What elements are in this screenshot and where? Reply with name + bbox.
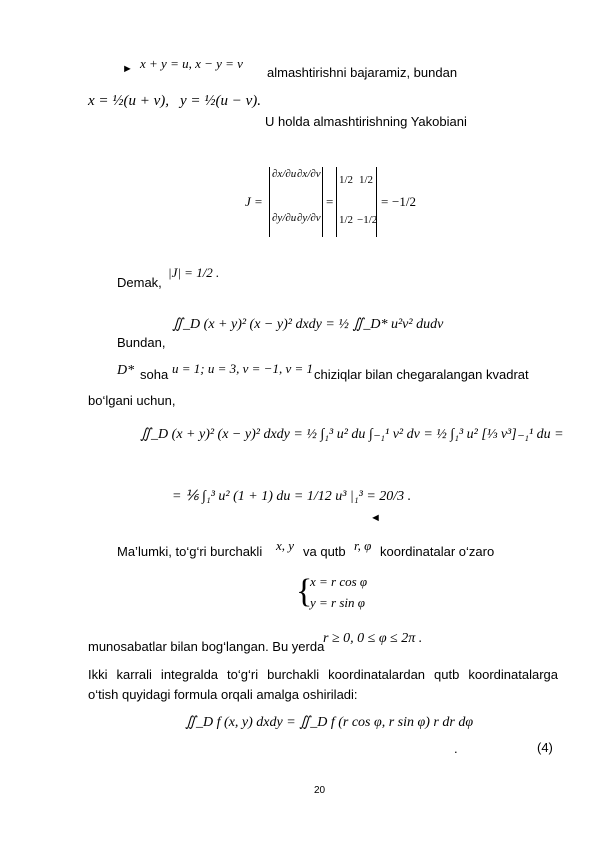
- bullet-marker: ►: [122, 63, 133, 75]
- polar-intro-text-1: Ma’lumki, to‘g‘ri burchakli: [117, 544, 263, 559]
- partial-x-v: ∂x/∂v: [297, 168, 321, 180]
- polar-intro-text-3: koordinatalar o‘zaro: [380, 544, 495, 559]
- partial-y-v: ∂y/∂v: [297, 212, 321, 224]
- jacobian-intro-text: U holda almashtirishning Yakobiani: [265, 114, 467, 129]
- domain-symbol: D*: [117, 363, 135, 378]
- paragraph-line-2: o‘tish quyidagi formula orqali amalga oshiriladi:: [88, 687, 358, 702]
- polar-system: { x = r cos φ y = r sin φ: [296, 573, 368, 610]
- jacobian-result: −1/2: [392, 194, 416, 209]
- cartesian-coords: x, y: [276, 538, 295, 553]
- x-polar-equation: x = r cos φ: [310, 574, 368, 589]
- paragraph-line-1: Ikki karrali integralda to‘g‘ri burchakli koordinatalardan qutb koordinatalarga: [88, 667, 558, 682]
- matrix-entry-12: 1/2: [359, 174, 374, 186]
- formula-end-dot: .: [454, 741, 458, 756]
- y-polar-equation: y = r sin φ: [310, 595, 365, 610]
- boundary-lines-formula: u = 1; u = 3, v = −1, v = 1: [172, 361, 313, 376]
- page-number: 20: [314, 785, 326, 796]
- jacobian-symbol: J: [245, 194, 251, 209]
- soha-word: soha: [140, 367, 169, 382]
- calculation-line-2: = ⅙ ∫₁³ u² (1 + 1) du = 1/12 u³ |₁³ = 20/3 .: [172, 489, 412, 504]
- polar-intro-text-2: va qutb: [303, 544, 346, 559]
- x-expression: x = ½(u + v),: [88, 93, 170, 109]
- demak-label: Demak,: [117, 275, 162, 290]
- equation-number: (4): [537, 740, 553, 755]
- because-text: bo‘lgani uchun,: [88, 393, 176, 408]
- partial-y-u: ∂y/∂u: [272, 212, 297, 224]
- partial-x-u: ∂x/∂u: [272, 168, 297, 180]
- integral-transform-equation: ∬_D (x + y)² (x − y)² dxdy = ½ ∬_D* u²v² dudv: [172, 317, 444, 332]
- matrix-entry-11: 1/2: [339, 174, 354, 186]
- substitution-text: almashtirishni bajaramiz, bundan: [267, 65, 458, 80]
- polar-range-formula: r ≥ 0, 0 ≤ φ ≤ 2π .: [323, 631, 423, 646]
- substitution-formula: x + y = u, x − y = v: [140, 56, 243, 71]
- y-expression: y = ½(u − v).: [180, 93, 262, 109]
- jacobian-abs-value: |J| = 1/2 .: [168, 265, 220, 280]
- jacobian-block: J = ∂x/∂u ∂x/∂v ∂y/∂u ∂y/∂v = 1/2 1/2 1/2 −1/2 = −1/2: [245, 165, 415, 240]
- square-description: chiziqlar bilan chegaralangan kvadrat: [314, 367, 529, 382]
- matrix-entry-22: −1/2: [357, 214, 378, 226]
- end-marker: ◄: [370, 512, 381, 524]
- polar-change-formula: ∬_D f (x, y) dxdy = ∬_D f (r cos φ, r sin φ) r dr dφ: [185, 715, 474, 730]
- polar-coords: r, φ: [354, 538, 372, 553]
- bundan-label: Bundan,: [117, 335, 166, 350]
- calculation-line-1: ∬_D (x + y)² (x − y)² dxdy = ½ ∫₁³ u² du ∫₋₁¹ v² dv = ½ ∫₁³ u² [⅓ v³]₋₁¹ du =: [140, 427, 564, 442]
- relation-text: munosabatlar bilan bog‘langan. Bu yerda: [88, 639, 325, 654]
- matrix-entry-21: 1/2: [339, 214, 354, 226]
